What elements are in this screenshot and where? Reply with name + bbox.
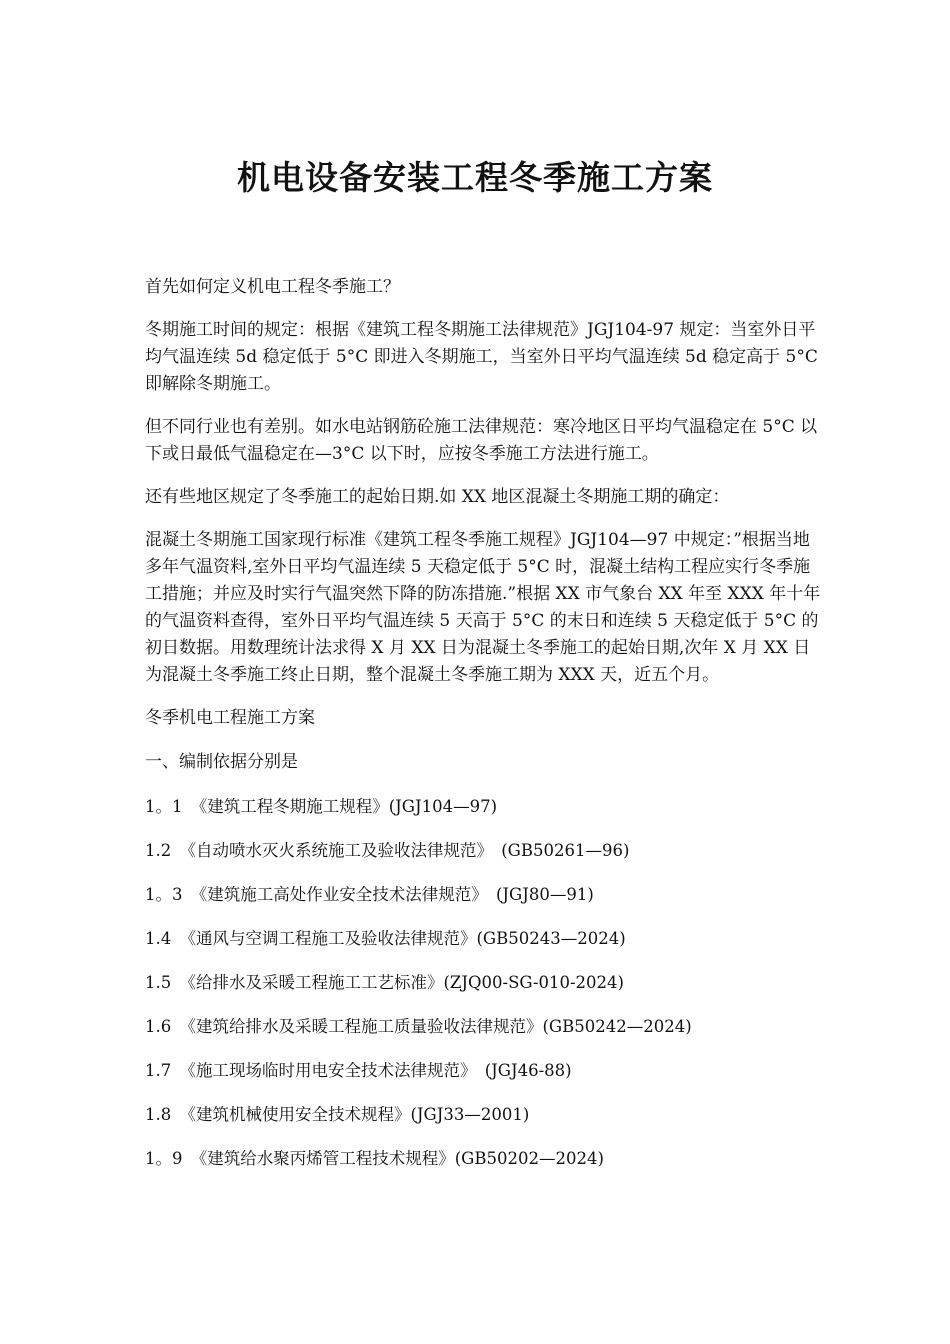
paragraph-question: 首先如何定义机电工程冬季施工？ — [145, 277, 400, 297]
subsection-heading: 一、编制依据分别是 — [145, 752, 298, 772]
section-heading: 冬季机电工程施工方案 — [145, 708, 315, 728]
paragraph-winter-definition: 冬期施工时间的规定：根据《建筑工程冬期施工法律规范》JGJ104-97 规定：当室外日平均气温连续 5d 稳定低于 5°C 即进入冬期施工，当室外日平均气温连续 5d 稳定高于 5°C 即解除冬期施工。 — [145, 320, 818, 394]
paragraph-industry-difference: 但不同行业也有差别。如水电站钢筋砼施工法律规范：寒冷地区日平均气温稳定在 5°C 以下或日最低气温稳定在—3°C 以下时，应按冬季施工方法进行施工。 — [145, 417, 818, 464]
reference-item: 1.5 《给排水及采暖工程施工工艺标准》(ZJQ00-SG-010-2024) — [145, 973, 624, 992]
reference-item: 1.6 《建筑给排水及采暖工程施工质量验收法律规范》(GB50242—2024) — [145, 1017, 692, 1036]
reference-item: 1。1 《建筑工程冬期施工规程》(JGJ104—97) — [145, 797, 498, 816]
reference-item: 1.8 《建筑机械使用安全技术规程》(JGJ33—2001) — [145, 1105, 530, 1124]
paragraph-start-date: 还有些地区规定了冬季施工的起始日期.如 XX 地区混凝土冬期施工期的确定： — [145, 487, 730, 507]
reference-list — [145, 793, 825, 1172]
reference-item: 1.2 《自动喷水灭火系统施工及验收法律规范》 (GB50261—96) — [145, 841, 630, 860]
paragraph-concrete-standard: 混凝土冬期施工国家现行标准《建筑工程冬季施工规程》JGJ104—97 中规定：”根据当地多年气温资料,室外日平均气温连续 5 天稳定低于 5°C 时，混凝土结构工程应实行冬季施工措施；并应及时实行气温突然下降的防冻措施.”根据 XX 市气象台 XX 年至 XXX 年十年的气温资料查得，室外日平均气温连续 5 天高于 5°C 的末日和连续 5 天稳定低于 5°C 的初日数据。用数理统计法求得 X 月 XX 日为混凝土冬季施工的起始日期,次年 X 月 XX 日为混凝土冬季施工终止日期，整个混凝土冬季施工期为 XXX 天，近五个月。 — [145, 530, 821, 685]
document-body — [145, 274, 825, 1172]
reference-item: 1。3 《建筑施工高处作业安全技术法律规范》 (JGJ80—91) — [145, 885, 594, 904]
reference-item: 1。9 《建筑给水聚丙烯管工程技术规程》(GB50202—2024) — [145, 1149, 604, 1168]
reference-item: 1.4 《通风与空调工程施工及验收法律规范》(GB50243—2024) — [145, 929, 626, 948]
document-title: 机电设备安装工程冬季施工方案 — [237, 158, 713, 197]
reference-item: 1.7 《施工现场临时用电安全技术法律规范》 (JGJ46-88) — [145, 1061, 572, 1080]
